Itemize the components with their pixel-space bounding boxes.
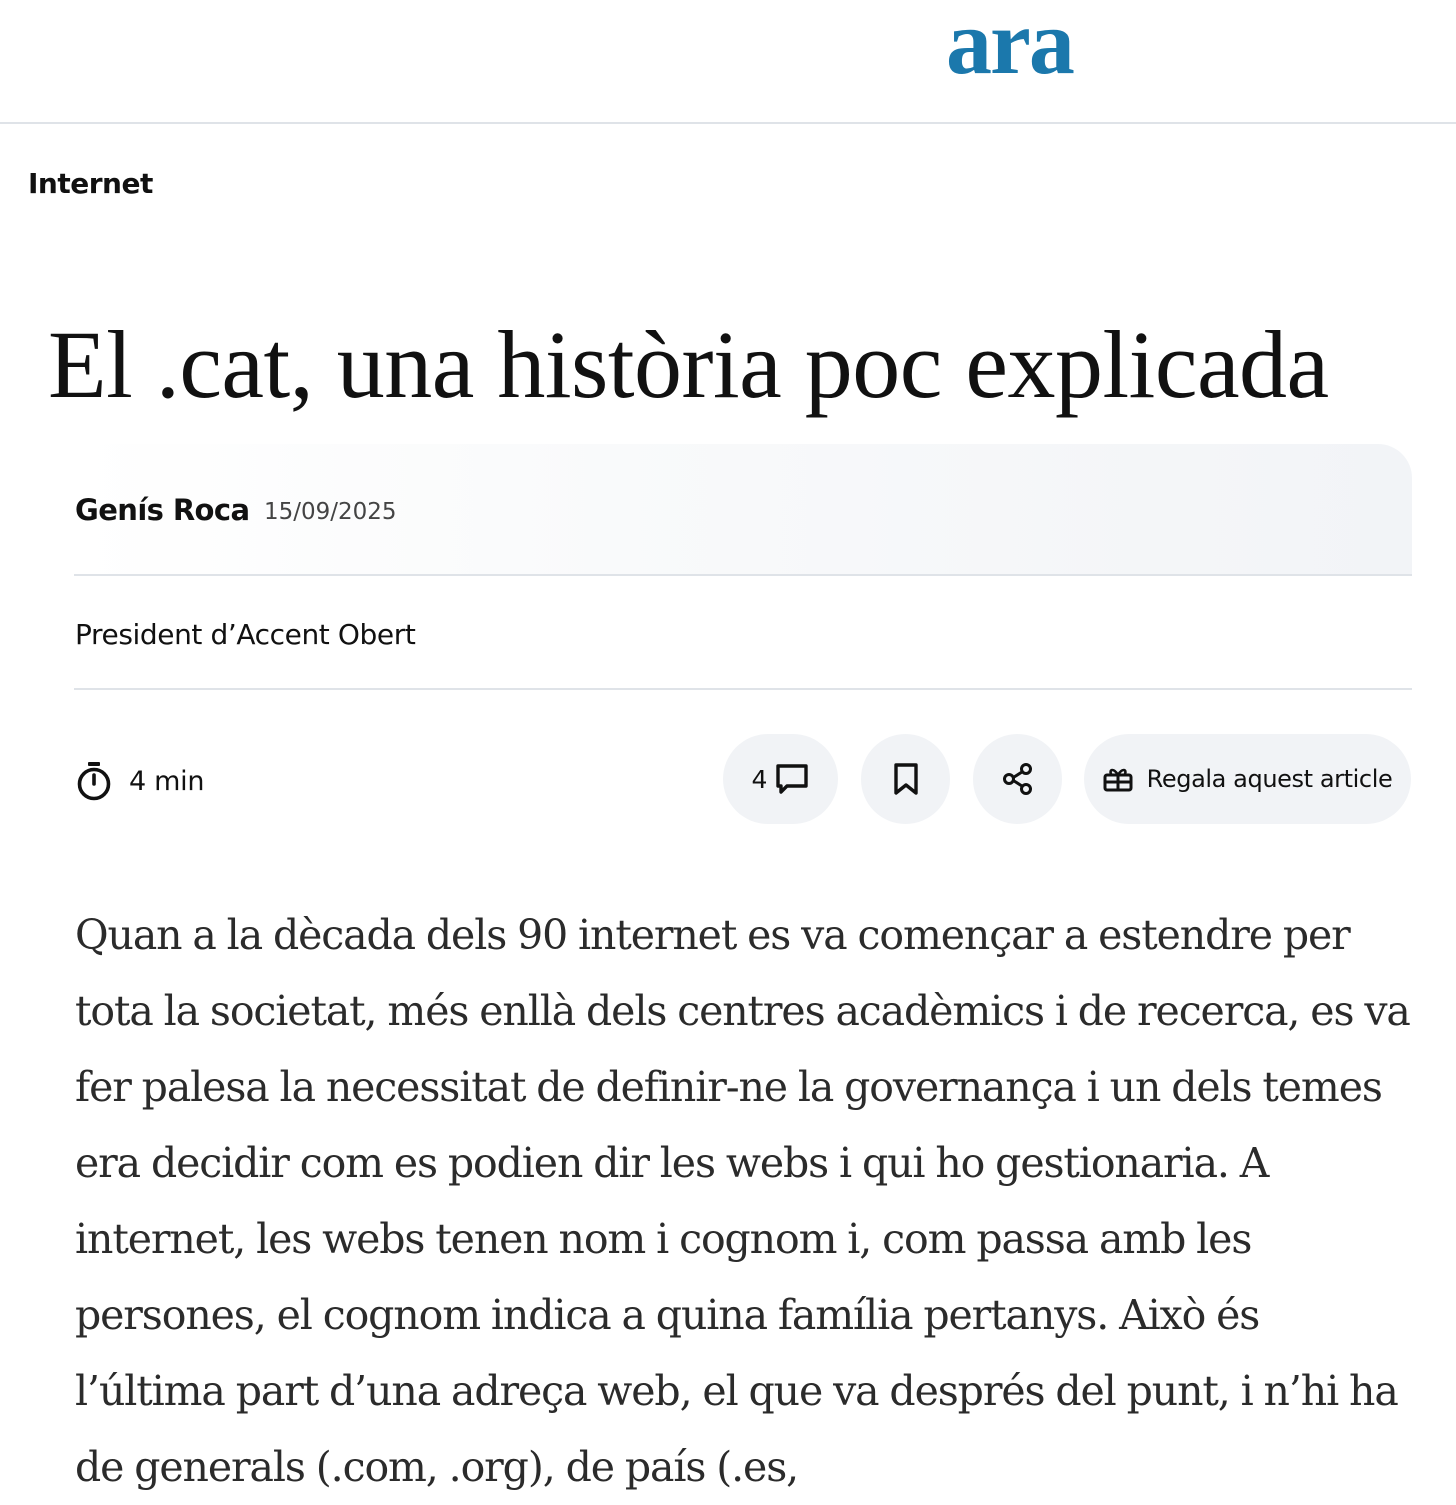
reading-time-label: 4 min (129, 765, 205, 797)
divider (74, 688, 1412, 690)
save-button[interactable] (861, 734, 950, 824)
divider (74, 574, 1412, 576)
comments-button[interactable] (723, 734, 838, 824)
gift-article-button[interactable] (1084, 734, 1411, 824)
share-button[interactable] (973, 734, 1062, 824)
gift-article-label: Regala aquest article (1146, 765, 1393, 793)
comments-count: 4 (751, 764, 768, 794)
site-header (0, 0, 1456, 124)
site-logo[interactable]: ara (946, 0, 1073, 93)
share-icon (1001, 762, 1035, 796)
reading-time (75, 756, 204, 806)
section-label[interactable]: Internet (28, 167, 153, 200)
author-role: President d’Accent Obert (75, 618, 416, 651)
article-body-paragraph: Quan a la dècada dels 90 internet es va començar a estendre per tota la societat, més enllà dels centres acadèmics i de recerca, es va fer palesa la necessitat de definir-ne la governança i un dels temes era decidir com es podien dir les webs i qui ho gestionaria. A internet, les webs tenen nom i cognom i, com passa amb les persones, el cognom indica a quina família pertanys. Això és l’última part d’una adreça web, el que va després del punt, i n’hi ha de generals (.com, .org), de país (.es, (75, 911, 1410, 1491)
article-headline: El .cat, una història poc explicada (48, 311, 1329, 418)
publish-date: 15/09/2025 (264, 499, 397, 525)
stopwatch-icon (75, 761, 113, 801)
gift-icon (1103, 765, 1133, 793)
comment-icon (775, 763, 809, 795)
author-name[interactable]: Genís Roca (75, 493, 250, 527)
bookmark-icon (892, 762, 920, 796)
